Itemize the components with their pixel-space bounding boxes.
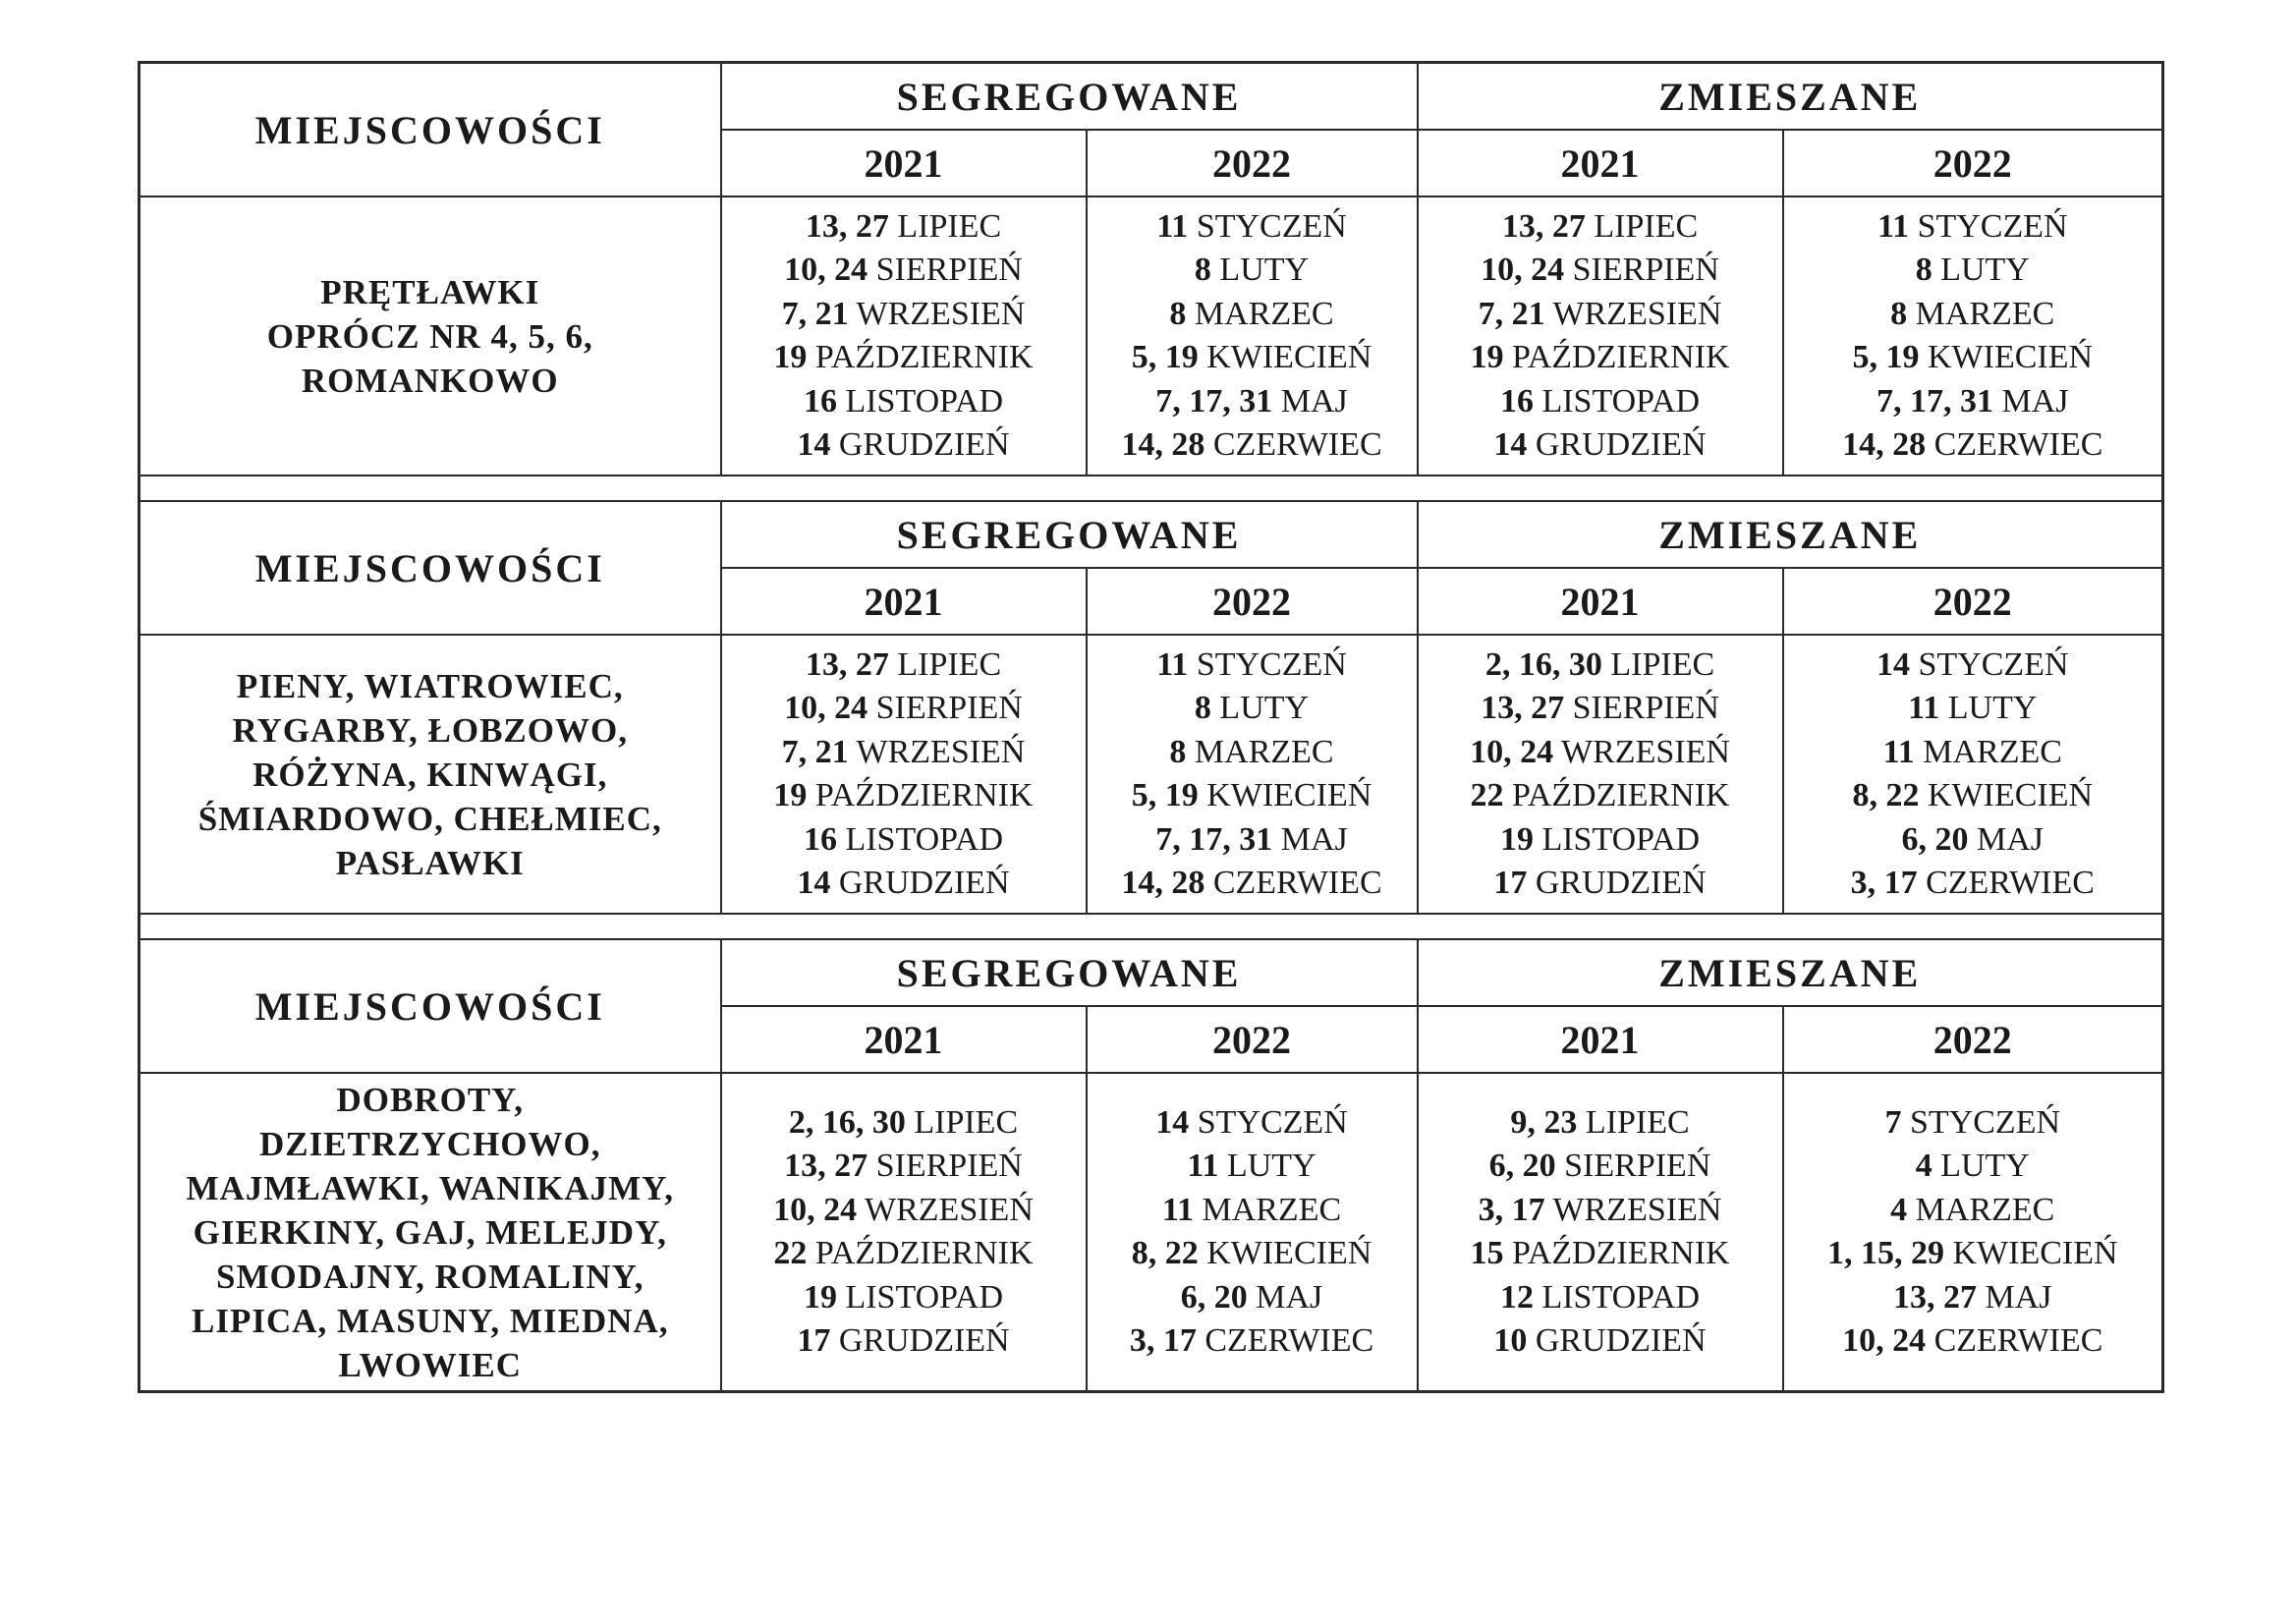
dates-cell xyxy=(1087,196,1418,476)
date-days: 3, 17 xyxy=(1129,1322,1197,1359)
date-days: 7 xyxy=(1884,1103,1902,1141)
date-entry xyxy=(1419,644,1782,688)
date-entry xyxy=(1419,423,1782,468)
location-line: PIENY, WIATROWIEC, xyxy=(236,666,624,705)
date-days: 7, 21 xyxy=(1478,295,1545,332)
date-entry xyxy=(722,644,1086,688)
date-days: 10 xyxy=(1493,1322,1528,1359)
location-line: MAJMŁAWKI, WANIKAJMY, xyxy=(186,1168,674,1207)
location-line: PRĘTŁAWKI xyxy=(320,272,540,311)
date-days: 19 xyxy=(1499,820,1534,858)
date-days: 15 xyxy=(1470,1235,1504,1271)
date-month: LUTY xyxy=(1940,252,2030,288)
dates-cell xyxy=(1087,635,1418,914)
date-days: 9, 23 xyxy=(1510,1103,1578,1141)
date-month: SIERPIEŃ xyxy=(875,252,1023,288)
dates-cell xyxy=(721,1073,1087,1392)
date-entry xyxy=(1088,1276,1417,1320)
date-entry xyxy=(722,205,1086,250)
dates-cell xyxy=(1087,1073,1418,1392)
date-days: 14 xyxy=(797,426,831,463)
date-entry xyxy=(722,862,1086,906)
dates-cell xyxy=(1783,635,2163,914)
date-entry xyxy=(1419,862,1782,906)
date-entry xyxy=(1419,249,1782,293)
date-month: SIERPIEŃ xyxy=(1564,1148,1711,1184)
date-entry xyxy=(1784,687,2162,731)
date-month: CZERWIEC xyxy=(1926,865,2095,901)
date-entry xyxy=(722,380,1086,424)
date-days: 13, 27 xyxy=(805,207,889,245)
table-row xyxy=(140,635,2163,914)
date-entry xyxy=(722,1276,1086,1320)
date-days: 12 xyxy=(1499,1278,1534,1316)
date-entry xyxy=(722,249,1086,293)
date-month: GRUDZIEŃ xyxy=(1535,426,1707,463)
date-month: KWIECIEŃ xyxy=(1206,777,1372,813)
year-header: 2022 xyxy=(1087,568,1418,635)
year-header: 2021 xyxy=(721,1006,1087,1073)
date-entry xyxy=(1088,205,1417,250)
date-days: 16 xyxy=(1499,382,1534,420)
segregated-header: SEGREGOWANE xyxy=(721,939,1418,1006)
date-month: SIERPIEŃ xyxy=(1572,690,1719,726)
date-days: 13, 27 xyxy=(1893,1278,1977,1316)
date-month: PAŹDZIERNIK xyxy=(1511,1235,1730,1271)
date-month: MAJ xyxy=(1280,382,1348,420)
date-days: 17 xyxy=(797,1322,831,1359)
date-entry xyxy=(1419,818,1782,863)
dates-cell xyxy=(1418,635,1783,914)
dates-cell xyxy=(1783,1073,2163,1392)
date-month: LISTOPAD xyxy=(845,1278,1004,1316)
location-line: RYGARBY, ŁOBZOWO, xyxy=(232,710,628,750)
date-month: MARZEC xyxy=(1915,1191,2055,1228)
table-row xyxy=(140,196,2163,476)
location-line: RÓŻYNA, KINWĄGI, xyxy=(252,755,608,794)
date-entry xyxy=(722,774,1086,818)
date-days: 8, 22 xyxy=(1131,1235,1199,1271)
date-days: 8 xyxy=(1169,295,1187,332)
date-days: 8 xyxy=(1890,295,1908,332)
year-header: 2022 xyxy=(1087,130,1418,196)
date-month: CZERWIEC xyxy=(1933,1322,2103,1359)
date-entry xyxy=(722,1189,1086,1233)
date-entry xyxy=(1088,380,1417,424)
date-days: 7, 21 xyxy=(781,733,849,770)
locations-cell xyxy=(140,635,721,914)
date-entry xyxy=(1784,205,2162,250)
location-line: LWOWIEC xyxy=(338,1345,523,1384)
date-month: LIPIEC xyxy=(914,1103,1019,1141)
date-month: KWIECIEŃ xyxy=(1206,339,1372,375)
date-entry xyxy=(1419,774,1782,818)
section-separator xyxy=(140,476,2163,501)
date-entry xyxy=(722,731,1086,775)
date-days: 8, 22 xyxy=(1852,777,1920,813)
date-entry xyxy=(1784,1319,2162,1364)
date-month: WRZESIEŃ xyxy=(856,295,1026,332)
date-month: GRUDZIEŃ xyxy=(1535,865,1707,901)
date-month: CZERWIEC xyxy=(1212,865,1382,901)
date-days: 7, 17, 31 xyxy=(1876,382,1993,420)
table-row xyxy=(140,1073,2163,1392)
separator-cell xyxy=(140,476,2163,501)
date-month: MARZEC xyxy=(1194,733,1334,770)
date-month: PAŹDZIERNIK xyxy=(814,1235,1034,1271)
date-month: KWIECIEŃ xyxy=(1927,339,2094,375)
date-entry xyxy=(1088,249,1417,293)
date-month: LISTOPAD xyxy=(1541,382,1701,420)
date-month: LUTY xyxy=(1219,252,1310,288)
locations-cell xyxy=(140,196,721,476)
date-month: LISTOPAD xyxy=(845,382,1004,420)
date-entry xyxy=(1784,731,2162,775)
date-month: PAŹDZIERNIK xyxy=(1511,339,1730,375)
date-days: 11 xyxy=(1882,733,1915,770)
date-month: GRUDZIEŃ xyxy=(838,1322,1010,1359)
date-days: 14 xyxy=(1876,645,1911,683)
date-month: CZERWIEC xyxy=(1204,1322,1374,1359)
date-days: 10, 24 xyxy=(784,252,868,288)
date-month: LIPIEC xyxy=(897,645,1002,683)
date-entry xyxy=(1088,293,1417,337)
location-line: ŚMIARDOWO, CHEŁMIEC, xyxy=(197,799,662,838)
date-entry xyxy=(1784,862,2162,906)
date-entry xyxy=(1419,1145,1782,1189)
date-days: 19 xyxy=(773,339,808,375)
date-entry xyxy=(1088,1101,1417,1146)
date-days: 14, 28 xyxy=(1121,865,1205,901)
date-entry xyxy=(1419,1319,1782,1364)
date-month: WRZESIEŃ xyxy=(1552,295,1722,332)
date-entry xyxy=(1784,1232,2162,1276)
date-month: STYCZEŃ xyxy=(1197,1103,1348,1141)
schedule-tables xyxy=(138,61,2161,1393)
date-days: 11 xyxy=(1161,1191,1194,1228)
date-days: 7, 17, 31 xyxy=(1155,382,1273,420)
date-month: WRZESIEŃ xyxy=(865,1191,1034,1228)
date-month: LIPIEC xyxy=(1594,207,1699,245)
date-month: LIPIEC xyxy=(1585,1103,1690,1141)
date-month: STYCZEŃ xyxy=(1196,645,1347,683)
locations-header: MIEJSCOWOŚCI xyxy=(140,939,721,1073)
date-days: 6, 20 xyxy=(1180,1278,1248,1316)
date-entry xyxy=(1419,1232,1782,1276)
date-month: PAŹDZIERNIK xyxy=(814,339,1034,375)
date-month: CZERWIEC xyxy=(1933,426,2103,463)
date-month: STYCZEŃ xyxy=(1910,1103,2061,1141)
date-entry xyxy=(1784,336,2162,380)
date-month: CZERWIEC xyxy=(1212,426,1382,463)
year-header: 2022 xyxy=(1783,568,2163,635)
date-month: LISTOPAD xyxy=(845,820,1004,858)
date-month: MAJ xyxy=(1977,820,2044,858)
date-days: 13, 27 xyxy=(1481,690,1565,726)
date-days: 11 xyxy=(1187,1148,1219,1184)
date-month: STYCZEŃ xyxy=(1196,207,1347,245)
date-entry xyxy=(1088,1145,1417,1189)
dates-cell xyxy=(721,635,1087,914)
date-entry xyxy=(1784,1145,2162,1189)
date-days: 11 xyxy=(1908,690,1940,726)
date-days: 5, 19 xyxy=(1131,777,1199,813)
date-days: 10, 24 xyxy=(1481,252,1565,288)
date-month: STYCZEŃ xyxy=(1918,645,2069,683)
separator-cell xyxy=(140,914,2163,939)
date-days: 3, 17 xyxy=(1850,865,1918,901)
location-line: DOBROTY, xyxy=(336,1080,524,1119)
year-header: 2021 xyxy=(1418,1006,1783,1073)
date-days: 22 xyxy=(1470,777,1504,813)
date-entry xyxy=(722,1101,1086,1146)
year-header: 2021 xyxy=(1418,130,1783,196)
header-row-categories xyxy=(140,63,2163,131)
date-month: PAŹDZIERNIK xyxy=(814,777,1034,813)
waste-collection-schedule-table xyxy=(138,61,2164,1393)
date-entry xyxy=(722,1232,1086,1276)
date-entry xyxy=(1088,862,1417,906)
date-days: 8 xyxy=(1169,733,1187,770)
date-entry xyxy=(722,1319,1086,1364)
date-month: MAJ xyxy=(1985,1278,2052,1316)
date-month: SIERPIEŃ xyxy=(875,1148,1023,1184)
mixed-header: ZMIESZANE xyxy=(1418,939,2163,1006)
date-month: LUTY xyxy=(1940,1148,2030,1184)
date-entry xyxy=(1419,1276,1782,1320)
date-month: MARZEC xyxy=(1202,1191,1342,1228)
location-line: LIPICA, MASUNY, MIEDNA, xyxy=(192,1301,669,1340)
date-month: SIERPIEŃ xyxy=(875,690,1023,726)
date-entry xyxy=(1784,818,2162,863)
year-header: 2022 xyxy=(1783,1006,2163,1073)
date-month: LUTY xyxy=(1219,690,1310,726)
location-line: SMODAJNY, ROMALINY, xyxy=(216,1257,644,1296)
year-header: 2022 xyxy=(1087,1006,1418,1073)
date-days: 5, 19 xyxy=(1131,339,1199,375)
date-entry xyxy=(722,818,1086,863)
date-entry xyxy=(1784,774,2162,818)
date-entry xyxy=(722,687,1086,731)
date-days: 7, 21 xyxy=(781,295,849,332)
date-entry xyxy=(1784,293,2162,337)
date-entry xyxy=(1784,1189,2162,1233)
date-entry xyxy=(722,423,1086,468)
locations-header: MIEJSCOWOŚCI xyxy=(140,501,721,635)
date-days: 19 xyxy=(1470,339,1504,375)
locations-cell xyxy=(140,1073,721,1392)
date-month: WRZESIEŃ xyxy=(856,733,1026,770)
date-month: GRUDZIEŃ xyxy=(1535,1322,1707,1359)
date-entry xyxy=(1088,336,1417,380)
date-entry xyxy=(722,293,1086,337)
date-days: 14 xyxy=(1493,426,1528,463)
date-days: 14, 28 xyxy=(1121,426,1205,463)
date-days: 13, 27 xyxy=(1501,207,1586,245)
date-month: WRZESIEŃ xyxy=(1552,1191,1722,1228)
date-days: 8 xyxy=(1915,252,1932,288)
header-row-categories xyxy=(140,501,2163,568)
location-line: DZIETRZYCHOWO, xyxy=(258,1124,601,1163)
date-month: KWIECIEŃ xyxy=(1952,1235,2118,1271)
date-entry xyxy=(1088,774,1417,818)
date-month: SIERPIEŃ xyxy=(1572,252,1719,288)
date-entry xyxy=(1784,249,2162,293)
date-days: 10, 24 xyxy=(1842,1322,1927,1359)
date-month: MARZEC xyxy=(1923,733,2062,770)
date-entry xyxy=(1784,423,2162,468)
date-month: GRUDZIEŃ xyxy=(838,865,1010,901)
year-header: 2021 xyxy=(721,568,1087,635)
date-entry xyxy=(1088,1319,1417,1364)
date-days: 7, 17, 31 xyxy=(1155,820,1273,858)
date-month: LUTY xyxy=(1947,690,2038,726)
date-entry xyxy=(1419,731,1782,775)
date-month: MARZEC xyxy=(1194,295,1334,332)
date-days: 2, 16, 30 xyxy=(1484,645,1602,683)
locations-header: MIEJSCOWOŚCI xyxy=(140,63,721,197)
date-entry xyxy=(1784,1276,2162,1320)
date-days: 10, 24 xyxy=(1470,733,1554,770)
date-days: 10, 24 xyxy=(784,690,868,726)
date-days: 10, 24 xyxy=(773,1191,858,1228)
location-line: PASŁAWKI xyxy=(335,843,525,882)
date-entry xyxy=(1784,1101,2162,1146)
date-days: 3, 17 xyxy=(1478,1191,1545,1228)
date-month: LIPIEC xyxy=(897,207,1002,245)
section-separator xyxy=(140,914,2163,939)
date-month: GRUDZIEŃ xyxy=(838,426,1010,463)
date-entry xyxy=(1088,1232,1417,1276)
date-entry xyxy=(1419,336,1782,380)
date-month: PAŹDZIERNIK xyxy=(1511,777,1730,813)
date-month: MAJ xyxy=(2001,382,2069,420)
date-entry xyxy=(1419,1189,1782,1233)
date-days: 8 xyxy=(1194,252,1211,288)
date-entry xyxy=(1419,293,1782,337)
date-days: 1, 15, 29 xyxy=(1826,1235,1944,1271)
date-days: 14 xyxy=(1155,1103,1190,1141)
date-days: 14 xyxy=(797,865,831,901)
date-entry xyxy=(722,1145,1086,1189)
date-entry xyxy=(1419,687,1782,731)
date-month: STYCZEŃ xyxy=(1917,207,2068,245)
date-entry xyxy=(1088,423,1417,468)
date-month: KWIECIEŃ xyxy=(1206,1235,1372,1271)
year-header: 2021 xyxy=(721,130,1087,196)
segregated-header: SEGREGOWANE xyxy=(721,501,1418,568)
year-header: 2022 xyxy=(1783,130,2163,196)
date-entry xyxy=(1088,1189,1417,1233)
date-days: 14, 28 xyxy=(1842,426,1927,463)
date-entry xyxy=(722,336,1086,380)
date-entry xyxy=(1088,644,1417,688)
date-month: MAJ xyxy=(1256,1278,1323,1316)
date-days: 11 xyxy=(1156,207,1189,245)
date-days: 4 xyxy=(1890,1191,1908,1228)
date-days: 4 xyxy=(1915,1148,1932,1184)
date-month: LUTY xyxy=(1226,1148,1316,1184)
date-entry xyxy=(1419,1101,1782,1146)
location-line: OPRÓCZ NR 4, 5, 6, xyxy=(266,316,593,356)
dates-cell xyxy=(1418,1073,1783,1392)
date-days: 16 xyxy=(803,382,837,420)
date-month: WRZESIEŃ xyxy=(1561,733,1730,770)
date-days: 17 xyxy=(1493,865,1528,901)
date-days: 8 xyxy=(1194,690,1211,726)
dates-cell xyxy=(1418,196,1783,476)
dates-cell xyxy=(1783,196,2163,476)
date-days: 2, 16, 30 xyxy=(788,1103,906,1141)
date-month: MARZEC xyxy=(1915,295,2055,332)
dates-cell xyxy=(721,196,1087,476)
header-row-categories xyxy=(140,939,2163,1006)
date-days: 13, 27 xyxy=(805,645,889,683)
date-entry xyxy=(1784,380,2162,424)
schedule-body xyxy=(140,63,2163,1392)
location-line: ROMANKOWO xyxy=(301,361,559,400)
date-days: 6, 20 xyxy=(1488,1148,1556,1184)
date-entry xyxy=(1088,731,1417,775)
date-days: 19 xyxy=(773,777,808,813)
date-entry xyxy=(1784,644,2162,688)
date-month: LIPIEC xyxy=(1610,645,1715,683)
date-days: 16 xyxy=(803,820,837,858)
year-header: 2021 xyxy=(1418,568,1783,635)
date-days: 19 xyxy=(803,1278,837,1316)
mixed-header: ZMIESZANE xyxy=(1418,63,2163,131)
date-month: KWIECIEŃ xyxy=(1927,777,2094,813)
date-days: 6, 20 xyxy=(1901,820,1969,858)
date-entry xyxy=(1088,818,1417,863)
date-days: 13, 27 xyxy=(784,1148,868,1184)
date-entry xyxy=(1419,205,1782,250)
segregated-header: SEGREGOWANE xyxy=(721,63,1418,131)
location-line: GIERKINY, GAJ, MELEJDY, xyxy=(193,1212,667,1252)
date-entry xyxy=(1088,687,1417,731)
date-days: 5, 19 xyxy=(1852,339,1920,375)
date-month: LISTOPAD xyxy=(1541,1278,1701,1316)
mixed-header: ZMIESZANE xyxy=(1418,501,2163,568)
date-month: LISTOPAD xyxy=(1541,820,1701,858)
date-days: 22 xyxy=(773,1235,808,1271)
date-days: 11 xyxy=(1156,645,1189,683)
date-month: MAJ xyxy=(1280,820,1348,858)
date-entry xyxy=(1419,380,1782,424)
date-days: 11 xyxy=(1876,207,1910,245)
